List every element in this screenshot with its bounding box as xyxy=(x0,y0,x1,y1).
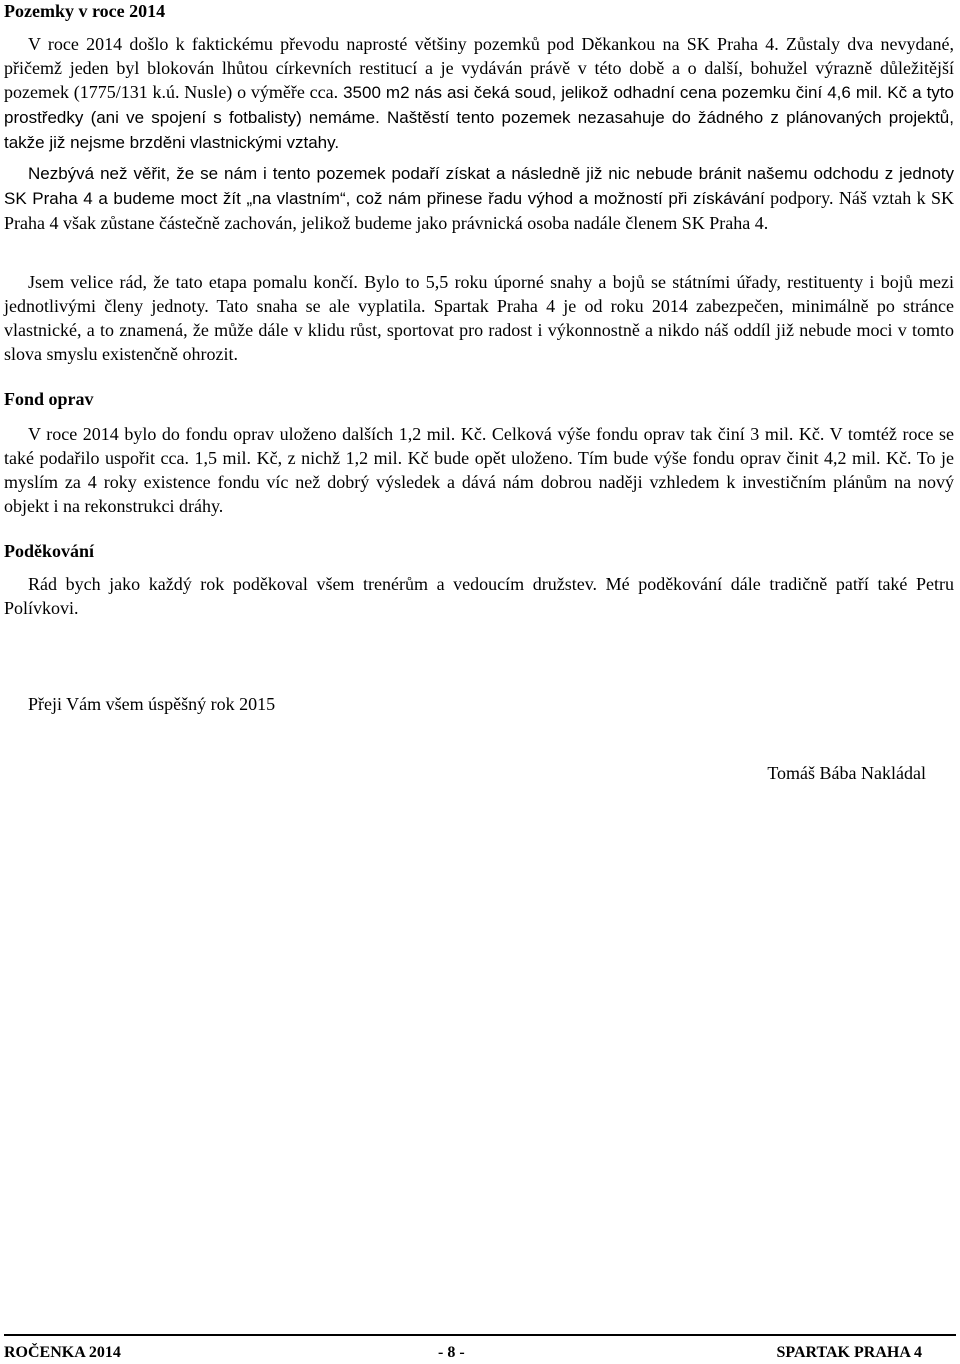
footer-page-number: - 8 - xyxy=(438,1344,465,1361)
closing-wish: Přeji Vám všem úspěšný rok 2015 xyxy=(28,694,276,714)
fund-paragraph: V roce 2014 bylo do fondu oprav uloženo dalších 1,2 mil. Kč. Celková výše fondu oprav tak činí 3 mil. Kč. V tomtéž roce se také podařilo uspořit cca. 1,5 mil. Kč, z nichž 1,2 mil. Kč bude opět uloženo. Tím bude výše fondu oprav činit 4,2 mil. Kč. To je myslím za 4 roky existence fondu víc než dobrý výsledek a dává nám dobrou naději vzhledem k investičním plánům na nový objekt i na rekonstrukci dráhy. xyxy=(4,424,954,516)
lands-paragraph-1-text-b: 3500 m2 nás asi čeká soud, jelikož odhadní cena pozemku činí 4,6 mil. Kč a tyto prostředky (ani ve spojení s fotbalisty) nemáme. Naštěstí tento pozemek nezasahuje do žádného z plánovaných projektů, takže již nejsme brzděni vlastnickými vztahy. xyxy=(4,83,954,152)
lands-paragraph-2 xyxy=(4,161,954,235)
thanks-paragraph: Rád bych jako každý rok poděkoval všem trenérům a vedoucím družstev. Mé poděkování dále tradičně patří také Petru Polívkovi. xyxy=(4,574,954,618)
section-title-thanks: Poděkování xyxy=(4,541,95,561)
signature: Tomáš Bába Nakládal xyxy=(767,763,926,783)
section-title-lands: Pozemky v roce 2014 xyxy=(4,1,166,21)
page-footer xyxy=(4,1344,922,1364)
section-title-fund: Fond oprav xyxy=(4,389,94,409)
lands-paragraph-2-text-b: podpory. Náš vztah k SK Praha 4 však zůstane částečně zachován, jelikož budeme jako právnická osoba nadále členem SK Praha 4. xyxy=(4,188,954,233)
lands-paragraph-1 xyxy=(4,32,954,155)
footer-club-name: SPARTAK PRAHA 4 xyxy=(776,1344,922,1361)
footer-publication: ROČENKA 2014 xyxy=(4,1344,121,1361)
lands-paragraph-3: Jsem velice rád, že tato etapa pomalu končí. Bylo to 5,5 roku úporné snahy a bojů se státními úřady, restituenty i bojů mezi jednotlivými členy jednoty. Tato snaha se ale vyplatila. Spartak Praha 4 je od roku 2014 zabezpečen, minimálně po stránce vlastnické, a to znamená, že může dále v klidu růst, sportovat pro radost i výkonnostně a nikdo náš oddíl již nebude moci v tomto slova smyslu existenčně ohrozit. xyxy=(4,272,954,364)
lands-paragraph-1-text-a: V roce 2014 došlo k faktickému převodu naprosté většiny pozemků pod Děkankou na SK Praha 4. Zůstaly dva nevydané, přičemž jeden byl blokován lhůtou církevních restitucí a je vydáván právě v této době a o další, bohužel výrazně důležitější pozemek (1775/131 k.ú. Nusle) o výměře cca. xyxy=(4,34,954,102)
footer-divider xyxy=(4,1334,956,1336)
lands-paragraph-2-text-a: Nezbývá než věřit, že se nám i tento pozemek podaří získat a následně již nic nebude bránit našemu odchodu z jednoty SK Praha 4 a budeme moct žít „na vlastním“, což nám přinese řadu výhod a možností při získávání xyxy=(4,164,954,208)
